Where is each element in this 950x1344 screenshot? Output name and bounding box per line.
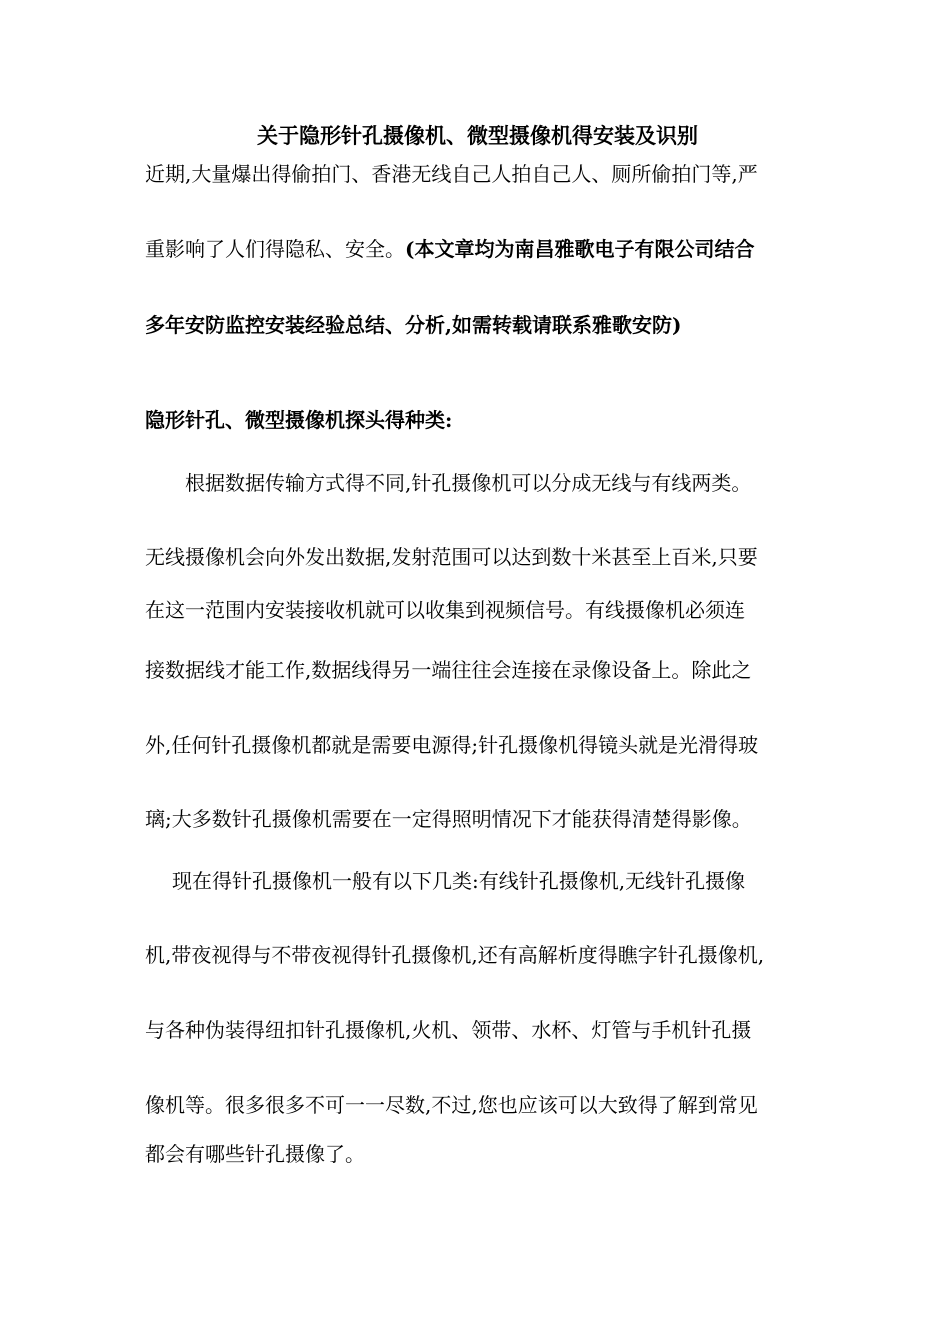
paragraph2-line-1: 现在得针孔摄像机一般有以下几类:有线针孔摄像机,无线针孔摄像	[172, 869, 746, 893]
paragraph2-line-5: 都会有哪些针孔摄像了。	[145, 1142, 365, 1166]
paragraph2-line-3: 与各种伪装得纽扣针孔摄像机,火机、领带、水杯、灯管与手机针孔摄	[145, 1018, 752, 1042]
section-heading: 隐形针孔、微型摄像机探头得种类:	[145, 408, 453, 432]
paragraph1-line-5: 外,任何针孔摄像机都就是需要电源得;针孔摄像机得镜头就是光滑得玻	[145, 733, 759, 757]
document-title: 关于隐形针孔摄像机、微型摄像机得安装及识别	[257, 123, 698, 148]
intro-line-2	[145, 236, 810, 262]
intro-line-2-bold: (本文章均为南昌雅歌电子有限公司结合	[405, 237, 755, 261]
intro-line-2-regular: 重影响了人们得隐私、安全。	[145, 237, 405, 261]
intro-line-3: 多年安防监控安装经验总结、分析,如需转载请联系雅歌安防)	[145, 313, 682, 337]
paragraph1-line-4: 接数据线才能工作,数据线得另一端往往会连接在录像设备上。除此之	[145, 658, 752, 682]
paragraph2-line-2: 机,带夜视得与不带夜视得针孔摄像机,还有高解析度得瞧字针孔摄像机,	[145, 943, 765, 967]
paragraph1-line-6: 璃;大多数针孔摄像机需要在一定得照明情况下才能获得清楚得影像。	[145, 807, 752, 831]
intro-line-1: 近期,大量爆出得偷拍门、香港无线自己人拍自己人、厕所偷拍门等,严	[145, 162, 758, 186]
paragraph1-line-2: 无线摄像机会向外发出数据,发射范围可以达到数十米甚至上百米,只要	[145, 545, 758, 569]
paragraph2-line-4: 像机等。很多很多不可一一尽数,不过,您也应该可以大致得了解到常见	[145, 1093, 758, 1117]
paragraph1-line-3: 在这一范围内安装接收机就可以收集到视频信号。有线摄像机必须连	[145, 598, 745, 622]
paragraph1-line-1: 根据数据传输方式得不同,针孔摄像机可以分成无线与有线两类。	[185, 471, 752, 495]
